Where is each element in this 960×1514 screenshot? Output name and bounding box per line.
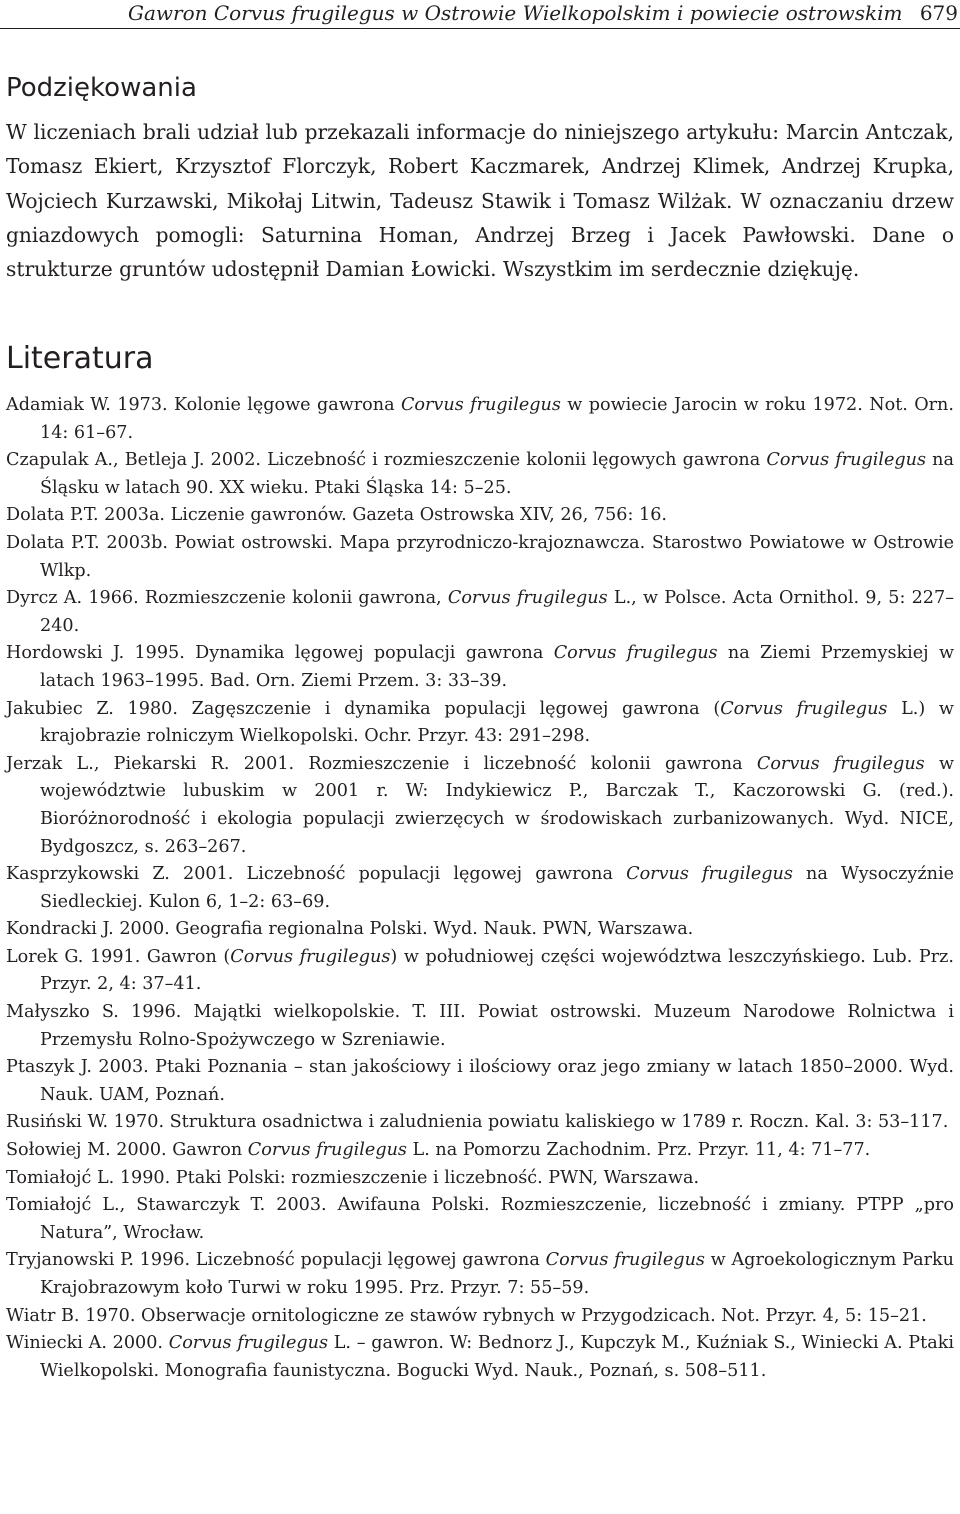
acknowledgements-paragraph: W liczeniach brali udział lub przekazali informacje do niniejszego artykułu: Marcin Antczak, Tomasz Ekiert, Krzysztof Florczyk, Robert Kaczmarek, Andrzej Klimek, Andrzej Krupka, Wojciech Kurzawski, Mikołaj Litwin, Tadeusz Stawik i Tomasz Wilżak. W oznaczaniu drzew gniazdowych pomogli: Saturnina Homan, Andrzej Brzeg i Jacek Pawłowski. Dane o strukturze gruntów udostępnił Damian Łowicki. Wszystkim im serdecznie dziękuję. (6, 120, 954, 282)
reference-text: Hordowski J. 1995. Dynamika lęgowej populacji gawrona (6, 643, 554, 664)
reference-species-name: Corvus frugilegus (400, 395, 561, 415)
reference-text: Lorek G. 1991. Gawron ( (6, 946, 231, 967)
reference-entry (6, 585, 954, 640)
running-header (0, 0, 960, 29)
reference-text: L. – gawron. W: Bednorz J., Kupczyk M., Kuźniak S., Winiecki A. Ptaki Wielkopolski. Monografia faunistyczna. Bogucki Wyd. Nauk., Poznań, s. 508–511. (40, 1333, 954, 1381)
reference-text: Tomiałojć L., Stawarczyk T. 2003. Awifauna Polski. Rozmieszczenie, liczebność i zmiany. PTPP „pro Natura”, Wrocław. (6, 1195, 954, 1243)
reference-entry (6, 944, 954, 999)
reference-species-name: Corvus frugilegus (626, 864, 793, 885)
reference-entry (6, 1109, 954, 1137)
reference-text: Kasprzykowski Z. 2001. Liczebność populacji lęgowej gawrona (6, 864, 627, 885)
reference-text: L.) w krajobrazie rolniczym Wielkopolski. Ochr. Przyr. 43: 291–298. (40, 698, 954, 747)
reference-entry (6, 1054, 954, 1109)
reference-text: Dolata P.T. 2003a. Liczenie gawronów. Gazeta Ostrowska XIV, 26, 756: 16. (6, 505, 667, 526)
reference-entry (6, 751, 954, 861)
reference-species-name: Corvus frugilegus (553, 643, 718, 664)
reference-text: w województwie lubuskim w 2001 r. W: Indykiewicz P., Barczak T., Kaczorowski G. (red.). Bioróżnorodność i ekologia populacji zwierzęcych w środowiskach zurbanizowanych. Wyd. NICE, Bydgoszcz, s. 263–267. (40, 753, 954, 857)
reference-list (6, 392, 954, 1385)
reference-text: Jerzak L., Piekarski R. 2001. Rozmieszczenie i liczebność kolonii gawrona (6, 753, 757, 774)
reference-species-name: Corvus frugilegus (545, 1250, 705, 1271)
reference-entry (6, 392, 954, 447)
reference-species-name: Corvus frugilegus (168, 1333, 329, 1354)
reference-entry (6, 1303, 954, 1331)
reference-text: w powiecie Jarocin w roku 1972. Not. Orn. 14: 61–67. (40, 395, 954, 443)
acknowledgements-heading: Podziękowania (6, 73, 197, 103)
reference-text: Jakubiec Z. 1980. Zagęszczenie i dynamika populacji lęgowej gawrona ( (6, 698, 721, 719)
reference-entry (6, 1165, 954, 1193)
reference-text: Wiatr B. 1970. Obserwacje ornitologiczne ze stawów rybnych w Przygodzicach. Not. Przyr. 4, 5: 15–21. (6, 1305, 927, 1326)
reference-text: Ptaszyk J. 2003. Ptaki Poznania – stan jakościowy i ilościowy oraz jego zmiany w latach 1850–2000. Wyd. Nauk. UAM, Poznań. (6, 1057, 954, 1105)
reference-text: ) w południowej części województwa leszczyńskiego. Lub. Prz. Przyr. 2, 4: 37–41. (40, 946, 954, 995)
reference-entry (6, 696, 954, 751)
reference-entry (6, 502, 954, 530)
reference-text: L., w Polsce. Acta Ornithol. 9, 5: 227–240. (40, 588, 954, 636)
reference-text: na Ziemi Przemyskiej w latach 1963–1995. Bad. Orn. Ziemi Przem. 3: 33–39. (40, 643, 955, 691)
reference-entry (6, 1137, 954, 1165)
reference-text: Rusiński W. 1970. Struktura osadnictwa i zaludnienia powiatu kaliskiego w 1789 r. Roczn. Kal. 3: 53–117. (6, 1112, 949, 1133)
reference-entry (6, 999, 954, 1054)
reference-text: w Agroekologicznym Parku Krajobrazowym koło Turwi w roku 1995. Prz. Przyr. 7: 55–59. (40, 1250, 954, 1298)
reference-species-name: Corvus frugilegus (766, 450, 927, 471)
reference-entry (6, 1192, 954, 1247)
reference-species-name: Corvus frugilegus (447, 588, 608, 609)
reference-entry (6, 916, 954, 944)
reference-text: Adamiak W. 1973. Kolonie lęgowe gawrona (6, 395, 401, 415)
reference-text: Czapulak A., Betleja J. 2002. Liczebność i rozmieszczenie kolonii lęgowych gawrona (6, 450, 767, 471)
reference-species-name: Corvus frugilegus (756, 753, 925, 774)
reference-entry (6, 530, 954, 585)
reference-text: na Wysoczyźnie Siedleckiej. Kulon 6, 1–2: 63–69. (40, 864, 954, 912)
reference-species-name: Corvus frugilegus (247, 1140, 407, 1161)
reference-entry (6, 640, 954, 695)
reference-entry (6, 447, 954, 502)
reference-text: Małyszko S. 1996. Majątki wielkopolskie. T. III. Powiat ostrowski. Muzeum Narodowe Rolnictwa i Przemysłu Rolno-Spożywczego w Szreniawie. (6, 1002, 954, 1050)
reference-text: Winiecki A. 2000. (6, 1333, 169, 1354)
reference-text: Dolata P.T. 2003b. Powiat ostrowski. Mapa przyrodniczo-krajoznawcza. Starostwo Powiatowe w Ostrowie Wlkp. (6, 532, 954, 581)
reference-entry (6, 1247, 954, 1302)
reference-text: Kondracki J. 2000. Geografia regionalna Polski. Wyd. Nauk. PWN, Warszawa. (6, 919, 694, 940)
reference-species-name: Corvus frugilegus (720, 698, 888, 719)
running-title: Gawron Corvus frugilegus w Ostrowie Wielkopolskim i powiecie ostrowskim (128, 1, 903, 25)
reference-text: Dyrcz A. 1966. Rozmieszczenie kolonii gawrona, (6, 588, 448, 609)
reference-text: Tomiałojć L. 1990. Ptaki Polski: rozmieszczenie i liczebność. PWN, Warszawa. (6, 1167, 700, 1188)
reference-text: Tryjanowski P. 1996. Liczebność populacji lęgowej gawrona (6, 1250, 546, 1271)
reference-text: L. na Pomorzu Zachodnim. Prz. Przyr. 11, 4: 71–77. (406, 1140, 871, 1161)
reference-entry (6, 1330, 954, 1385)
page-number: 679 (919, 1, 958, 25)
reference-species-name: Corvus frugilegus (230, 946, 391, 967)
literature-heading: Literatura (6, 341, 154, 376)
reference-entry (6, 861, 954, 916)
reference-text: Sołowiej M. 2000. Gawron (6, 1140, 248, 1161)
reference-text: na Śląsku w latach 90. XX wieku. Ptaki Śląska 14: 5–25. (40, 450, 954, 498)
